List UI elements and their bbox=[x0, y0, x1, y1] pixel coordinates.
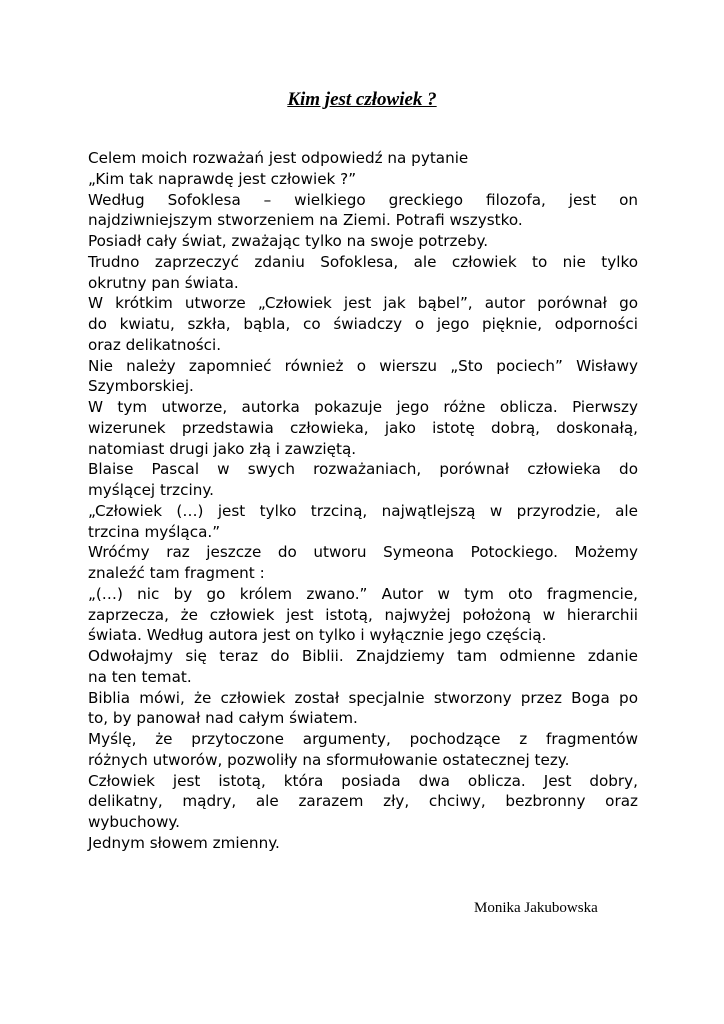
essay-line: to, by panował nad całym światem. bbox=[88, 709, 358, 728]
essay-line: do kwiatu, szkła, bąbla, co świadczy o jego pięknie, odporności bbox=[88, 315, 638, 333]
essay-line: Nie należy zapomnieć również o wierszu „Sto pociech” Wisławy bbox=[88, 356, 638, 375]
essay-line: Myślę, że przytoczone argumenty, pochodzące z fragmentów bbox=[88, 730, 638, 748]
essay-line: natomiast drugi jako złą i zawziętą. bbox=[88, 439, 357, 458]
essay-line: Celem moich rozważań jest odpowiedź na pytanie bbox=[88, 149, 469, 167]
essay-line: Wróćmy raz jeszcze do utworu Symeona Potockiego. Możemy bbox=[88, 543, 638, 562]
author-signature: Monika Jakubowska bbox=[474, 900, 598, 916]
essay-line: myślącej trzciny. bbox=[88, 481, 214, 499]
essay-line: Biblia mówi, że człowiek został specjalnie stworzony przez Boga po bbox=[88, 688, 638, 707]
essay-line: wizerunek przedstawia człowieka, jako istotę dobrą, doskonałą, bbox=[88, 418, 638, 437]
essay-line: W krótkim utworze „Człowiek jest jak bąbel”, autor porównał go bbox=[88, 294, 638, 313]
essay-line: W tym utworze, autorka pokazuje jego różne oblicza. Pierwszy bbox=[88, 398, 638, 416]
essay-line: delikatny, mądry, ale zarazem zły, chciwy, bezbronny oraz bbox=[88, 792, 638, 811]
essay-line: na ten temat. bbox=[88, 667, 192, 686]
essay-line: Człowiek jest istotą, która posiada dwa oblicza. Jest dobry, bbox=[88, 771, 638, 790]
essay-line: świata. Według autora jest on tylko i wyłącznie jego częścią. bbox=[88, 626, 547, 645]
essay-line: Trudno zaprzeczyć zdaniu Sofoklesa, ale człowiek to nie tylko bbox=[88, 252, 638, 271]
essay-line: oraz delikatności. bbox=[88, 335, 222, 354]
document-title: Kim jest człowiek ? bbox=[287, 89, 437, 110]
essay-line: Odwołajmy się teraz do Biblii. Znajdziemy tam odmienne zdanie bbox=[88, 647, 638, 665]
essay-line: zaprzecza, że człowiek jest istotą, najwyżej położoną w hierarchii bbox=[88, 605, 638, 624]
essay-line: „(…) nic by go królem zwano.” Autor w tym oto fragmencie, bbox=[88, 584, 638, 603]
essay-body bbox=[88, 148, 638, 854]
essay-line: najdziwniejszym stworzeniem na Ziemi. Potrafi wszystko. bbox=[88, 211, 523, 230]
essay-line: znaleźć tam fragment : bbox=[88, 564, 265, 582]
essay-line: okrutny pan świata. bbox=[88, 273, 239, 292]
essay-line: Jednym słowem zmienny. bbox=[88, 833, 280, 852]
essay-line: Według Sofoklesa – wielkiego greckiego filozofa, jest on bbox=[88, 190, 638, 209]
essay-line: trzcina myśląca.” bbox=[88, 522, 221, 541]
essay-line: „Kim tak naprawdę jest człowiek ?” bbox=[88, 169, 357, 188]
essay-line: Szymborskiej. bbox=[88, 377, 194, 396]
essay-line: Blaise Pascal w swych rozważaniach, porównał człowieka do bbox=[88, 460, 638, 479]
essay-line: „Człowiek (…) jest tylko trzciną, najwątlejszą w przyrodzie, ale bbox=[88, 501, 638, 520]
essay-line: różnych utworów, pozwoliły na sformułowanie ostatecznej tezy. bbox=[88, 750, 570, 769]
essay-line: wybuchowy. bbox=[88, 813, 181, 831]
essay-line: Posiadł cały świat, zważając tylko na swoje potrzeby. bbox=[88, 232, 489, 250]
